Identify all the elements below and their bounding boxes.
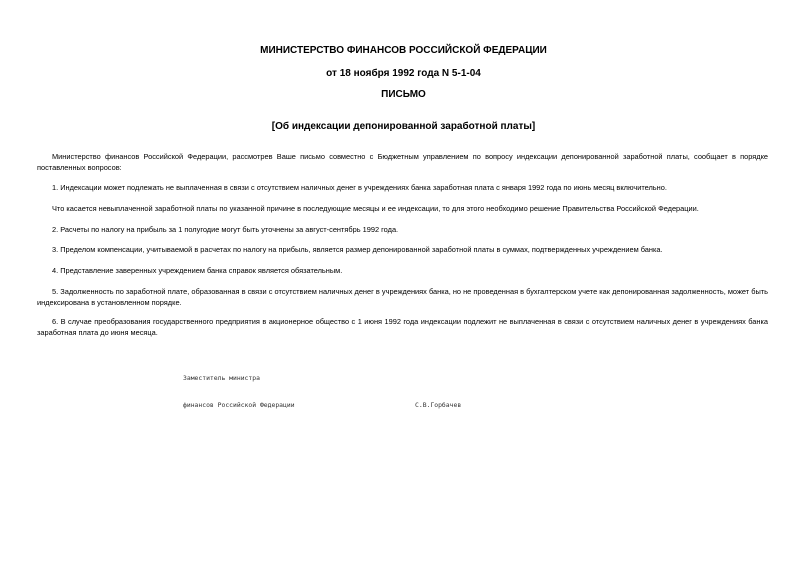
paragraph-item-1-note: Что касается невыплаченной заработной платы по указанной причине в последующие месяцы и ее индексации, то для этого необходимо решение Правительства Российской Федерации. (52, 204, 699, 213)
signature-position-line2-row (183, 401, 462, 410)
paragraph-item-5: 5. Задолженность по заработной плате, образованная в связи с отсутствием наличных денег в учреждениях банка, но не проведенная в бухгалтерском учете как депонированная задолженность, может быть индексирована в установленном порядке. (37, 287, 768, 307)
ministry-title: МИНИСТЕРСТВО ФИНАНСОВ РОССИЙСКОЙ ФЕДЕРАЦИИ (260, 45, 547, 56)
paragraph-item-3: 3. Пределом компенсации, учитываемой в расчетах по налогу на прибыль, является размер депонированной заработной платы в суммах, подтвержденных учреждением банка. (52, 245, 663, 254)
document-subject: [Об индексации депонированной заработной платы] (271, 121, 536, 132)
document-type: ПИСЬМО (381, 89, 426, 100)
paragraph-item-4: 4. Представление заверенных учреждением банка справок является обязательным. (52, 266, 343, 275)
paragraph-item-1: 1. Индексации может подлежать не выплаченная в связи с отсутствием наличных денег в учреждениях банка заработная плата с января 1992 года по июнь месяц включительно. (52, 183, 667, 192)
signature-position-line1: Заместитель министра (183, 374, 260, 382)
signature-block (183, 356, 462, 428)
signature-name: С.В.Горбачев (415, 401, 462, 409)
signature-position-line2: финансов Российской Федерации (183, 401, 295, 409)
paragraph-intro: Министерство финансов Российской Федерации, рассмотрев Ваше письмо совместно с Бюджетным управлением по вопросу индексации депонированной заработной платы, сообщает в порядке поставленных вопросов: (37, 152, 768, 172)
paragraph-item-6: 6. В случае преобразования государственного предприятия в акционерное общество с 1 июня 1992 года индексации подлежит не выплаченная в связи с отсутствием наличных денег в учреждениях банка заработная плата до июня месяца. (37, 317, 768, 337)
paragraph-item-2: 2. Расчеты по налогу на прибыль за 1 полугодие могут быть уточнены за август-сентябрь 1992 года. (52, 225, 399, 234)
document-date-number: от 18 ноября 1992 года N 5-1-04 (326, 68, 481, 79)
